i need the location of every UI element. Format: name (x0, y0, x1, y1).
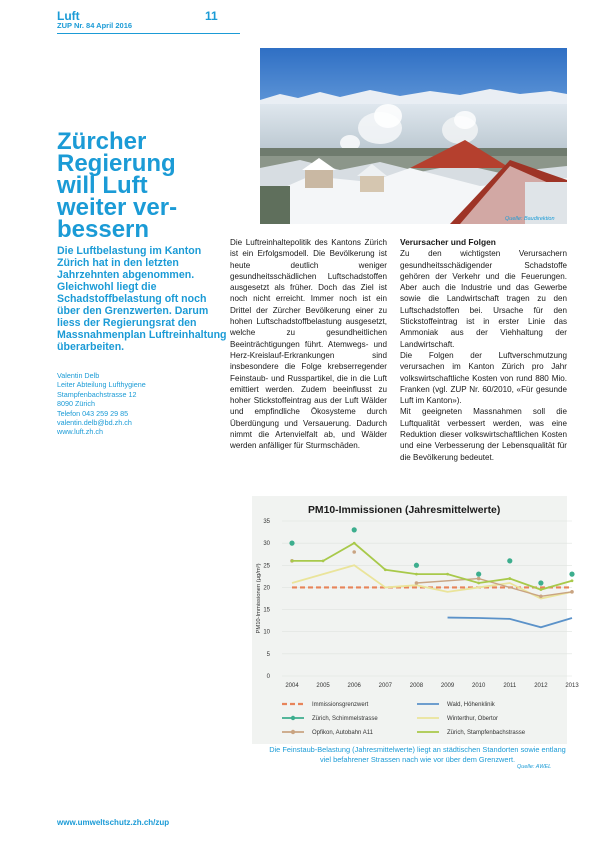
page-number: 11 (205, 9, 218, 23)
data-point (322, 559, 325, 562)
data-point (384, 568, 387, 571)
y-tick-label: 30 (263, 541, 270, 548)
x-tick-label: 2008 (409, 683, 424, 689)
article-lead: Die Luftbelastung im Kanton Zürich hat in den letzten Jahrzehnten abgenommen. Gleichwohl liegt die Schadstoffbelastung oft noch über den Grenzwerten. Darum liess der Regierungsrat den Massnahmenplan Luftreinhaltung überarbeiten. (57, 245, 227, 353)
legend-label: Immissionsgrenzwert (312, 702, 369, 708)
data-point (477, 577, 481, 581)
x-tick-label: 2012 (534, 683, 548, 689)
issue-label: ZUP Nr. 84 April 2016 (57, 21, 133, 30)
contact-website[interactable]: www.luft.zh.ch (57, 427, 103, 437)
y-tick-label: 25 (263, 563, 270, 570)
data-point (538, 580, 543, 585)
data-point (352, 527, 357, 532)
x-tick-label: 2009 (440, 683, 455, 689)
contact-email[interactable]: valentin.delb@bd.zh.ch (57, 418, 132, 428)
contact-block (57, 371, 232, 437)
data-point (539, 588, 542, 591)
y-tick-label: 5 (266, 651, 270, 658)
header-rule (57, 33, 240, 34)
data-point (353, 542, 356, 545)
subheading: Verursacher und Folgen (400, 237, 496, 247)
legend-label: Opfikon, Autobahn A11 (312, 730, 373, 736)
chart-background (252, 496, 567, 744)
body-column-2 (400, 237, 567, 463)
x-tick-label: 2004 (285, 683, 299, 689)
winter-city-photo (260, 48, 567, 224)
headline-line: Regierung (57, 150, 176, 177)
legend-label: Wald, Höhenklinik (447, 702, 495, 708)
x-tick-label: 2005 (316, 683, 330, 689)
y-axis-label: PM10-Immissionen (µg/m³) (256, 563, 262, 634)
data-point (569, 572, 574, 577)
data-point (507, 558, 512, 563)
data-point (539, 594, 543, 598)
contact-city: 8090 Zürich (57, 399, 95, 409)
y-tick-label: 35 (263, 519, 270, 525)
legend-marker (291, 716, 295, 720)
contact-name: Valentin Delb (57, 371, 100, 380)
chart-title: PM10-Immissionen (Jahresmittelwerte) (308, 505, 501, 516)
data-point (477, 582, 480, 585)
body-paragraph: Die Luftreinhaltepolitik des Kantons Zürich ist ein Erfolgsmodell. Die Bevölkerung ist heute deutlich weniger gesundheitsschädlichen Luftschadstoffen ausgesetzt als früher. Doch das Ziel ist noch nicht erreicht. Immer noch ist ein Drittel der Zürcher Bevölkerung einer zu hohen Luftschadstoffbelastung ausgesetzt, welche zu gesundheitlichen Beeinträchtigungen führt. Atemwegs- und Herz-Kreislauf-Erkrankungen sind insbesondere die Folge krebserregender Feinstaub- und Russpartikel, die in die Luft emittiert werden. Zudem beeinflusst zu hoher Stickstoffeintrag aus der Luft Wälder und empfindliche Ökosysteme durch Überdüngung und Versauerung. Dadurch nimmt die Artenvielfalt ab, und Wälder werden anfälliger für Sturmschäden. (230, 238, 387, 451)
photo-credit: Quelle: Baudirektion (505, 216, 555, 222)
x-tick-label: 2013 (565, 683, 579, 689)
body-paragraph: Zu den wichtigsten Verursachern gesundheitsschädigender Schadstoffe gehören der Verkehr und die Feuerungen. Aber auch die Industrie und das Gewerbe sowie die Landwirtschaft tragen zu den Luftschadstoffen bei. Ursache für den Stickstoffeintrag ist in erster Linie das Ammoniak aus der Viehhaltung der Landwirtschaft. (400, 249, 567, 349)
article-headline (57, 128, 232, 243)
body-paragraph: Die Folgen der Luftverschmutzung verursachen im Kanton Zürich pro Jahr volkswirtschaftliche Kosten von rund 880 Mio. Franken (vgl. ZUP Nr. 60/2010, «Für gesunde Luft im Kanton»). (400, 350, 567, 406)
data-point (570, 590, 574, 594)
section-title: Luft (57, 9, 80, 23)
headline-line: bessern (57, 216, 150, 243)
y-tick-label: 15 (263, 607, 270, 614)
data-point (352, 550, 356, 554)
legend-label: Zürich, Schimmelstrasse (312, 716, 378, 722)
headline-line: Zürcher (57, 128, 147, 155)
contact-street: Stampfenbachstrasse 12 (57, 389, 137, 399)
x-tick-label: 2010 (471, 683, 486, 689)
pm10-chart (252, 496, 579, 744)
data-point (415, 581, 419, 585)
headline-line: weiter ver- (57, 194, 178, 221)
data-point (291, 559, 294, 562)
chart-caption: Die Feinstaub-Belastung (Jahresmittelwerte) liegt an städtischen Standorten sowie entlang viel befahrener Strassen nach wie vor über dem Grenzwert. (269, 745, 566, 764)
y-tick-label: 0 (266, 674, 270, 680)
legend-label: Winterthur, Obertor (447, 716, 499, 722)
x-tick-label: 2006 (347, 683, 361, 689)
data-point (476, 572, 481, 577)
y-tick-label: 20 (263, 585, 270, 592)
data-point (508, 577, 511, 580)
headline-line: will Luft (57, 172, 148, 199)
legend-label: Zürich, Stampfenbachstrasse (447, 730, 526, 736)
data-point (414, 563, 419, 568)
y-tick-label: 10 (263, 629, 270, 636)
x-tick-label: 2011 (503, 683, 517, 689)
contact-role: Leiter Abteilung Lufthygiene (57, 380, 146, 390)
footer-url[interactable]: www.umweltschutz.zh.ch/zup (57, 818, 170, 827)
data-point (289, 541, 294, 546)
data-point (446, 573, 449, 576)
chart-source: Quelle: AWEL (517, 764, 552, 770)
data-point (415, 573, 418, 576)
body-column-1 (230, 237, 387, 452)
x-tick-label: 2007 (378, 683, 393, 689)
pm10-chart-svg (252, 496, 579, 744)
legend-marker (291, 730, 295, 734)
body-paragraph: Mit geeigneten Massnahmen soll die Luftqualität verbessert werden, was eine Reduktion dieser volkswirtschaftlichen Kosten und eine Verbesserung der Lebensqualität für die Bevölkerung bedeutet. (400, 407, 567, 462)
contact-phone: Telefon 043 259 29 85 (57, 408, 129, 418)
data-point (571, 579, 574, 582)
